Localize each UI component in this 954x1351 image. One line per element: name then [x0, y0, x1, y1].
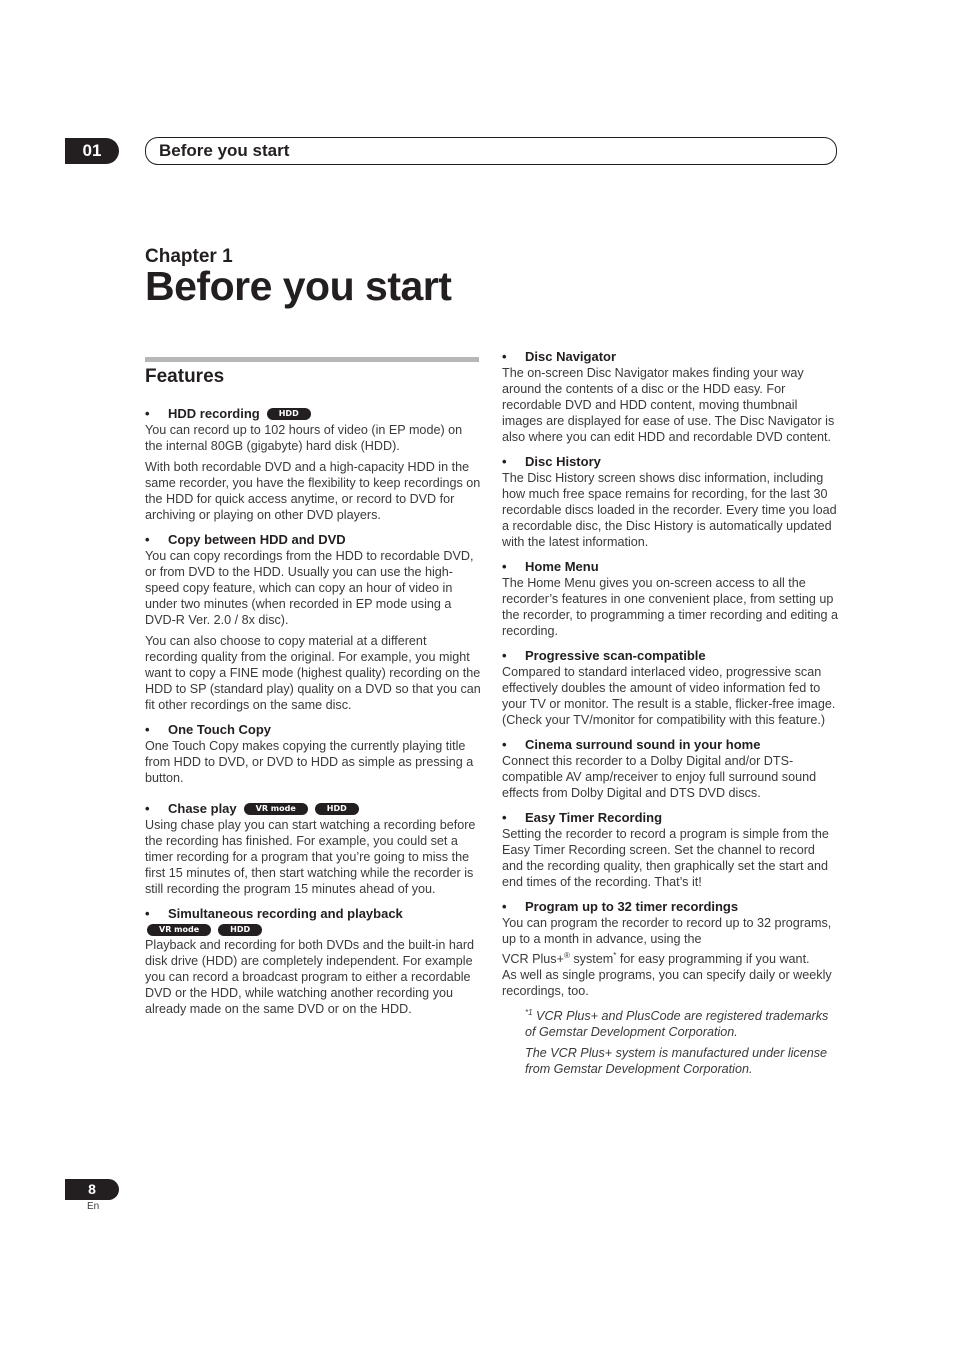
feature-item — [502, 453, 838, 550]
vcr-plus-line: VCR Plus+® system* for easy programming if you want. — [502, 950, 810, 966]
feature-paragraph: The Disc History screen shows disc information, including how much free space remains for recording, for the last 30 recordable discs loaded in the recorder. Every time you load a recordable disc, the Disc History is automatically updated with the latest information. — [502, 471, 837, 549]
trademark-note: $^{*1}$ VCR Plus+ and PlusCode are registered trademarks of Gemstar Development Corporation. — [525, 1007, 829, 1039]
feature-item — [502, 736, 838, 801]
feature-paragraph: The on-screen Disc Navigator makes finding your way around the contents of a disc or the HDD easy. For recordable DVD and HDD content, moving thumbnail images are displayed for ease of use. The Disc Navigator is also where you can edit HDD and recordable DVD content. — [502, 366, 835, 444]
badge-row — [145, 924, 481, 936]
feature-title: Simultaneous recording and playback — [168, 906, 403, 921]
feature-paragraph: Using chase play you can start watching a recording before the recording has finished. For example, you could set a timer recording for a program that you’re going to miss the first 15 minutes of, then start watching while the recorder is still recording the program 15 minutes ahead of you. — [145, 818, 476, 896]
bullet-icon: • — [502, 454, 507, 469]
feature-title: HDD recording — [168, 406, 260, 421]
bullet-icon: • — [145, 722, 150, 737]
license-note: The VCR Plus+ system is manufactured under license from Gemstar Development Corporation. — [525, 1046, 828, 1076]
feature-paragraph: Playback and recording for both DVDs and the built-in hard disk drive (HDD) are completely independent. For example you can record a broadcast program to either a recordable DVD or the HDD, while watching another recording you already made on the same DVD or on the HDD. — [145, 938, 475, 1016]
right-column — [502, 348, 838, 1085]
bullet-icon: • — [502, 559, 507, 574]
feature-paragraph: As well as single programs, you can specify daily or weekly recordings, too. — [502, 968, 832, 998]
chapter-title: Before you start — [145, 263, 452, 309]
feature-title: Copy between HDD and DVD — [168, 532, 346, 547]
badge-hdd: HDD — [267, 408, 311, 420]
feature-item — [502, 348, 838, 445]
feature-title: Program up to 32 timer recordings — [525, 899, 739, 914]
bullet-icon: • — [502, 899, 507, 914]
feature-paragraph: You can record up to 102 hours of video (in EP mode) on the internal 80GB (gigabyte) hard disk (HDD). — [145, 423, 463, 453]
feature-title: Progressive scan-compatible — [525, 648, 706, 663]
chapter-number-tab — [65, 138, 119, 164]
feature-paragraph: You can copy recordings from the HDD to recordable DVD, or from DVD to the HDD. Usually you can use the high-speed copy feature, which can copy an hour of video in under two minutes (when recorded in EP mode using a DVD-R Ver. 2.0 / 8x disc). — [145, 549, 474, 627]
feature-item — [502, 647, 838, 728]
bullet-icon: • — [502, 349, 507, 364]
bullet-icon: • — [145, 906, 150, 921]
badge-hdd: HDD — [315, 803, 359, 815]
bullet-icon: • — [145, 801, 150, 816]
badge-vr-mode: VR mode — [147, 924, 211, 936]
bullet-icon: • — [502, 810, 507, 825]
feature-item — [145, 405, 481, 523]
left-column — [145, 405, 481, 1025]
feature-item — [145, 531, 481, 713]
feature-title: Disc Navigator — [525, 349, 617, 364]
badge-vr-mode: VR mode — [244, 803, 308, 815]
feature-paragraph: Setting the recorder to record a program is simple from the Easy Timer Recording screen. Set the channel to record and the recording quality, then graphically set the start and end times of the recording. That’s it! — [502, 827, 829, 889]
feature-title: One Touch Copy — [168, 722, 272, 737]
bullet-icon: • — [502, 648, 507, 663]
page-number: 8 — [88, 1181, 96, 1197]
feature-item — [145, 800, 481, 897]
feature-paragraph: With both recordable DVD and a high-capacity HDD in the same recorder, you have the flexibility to keep recordings on the HDD for quick access anytime, or record to DVD for archiving or playing on other DVD players. — [145, 460, 481, 522]
bullet-icon: • — [145, 532, 150, 547]
feature-item — [502, 809, 838, 890]
feature-title: Chase play — [168, 801, 237, 816]
section-rule — [145, 357, 479, 362]
bullet-icon: • — [502, 737, 507, 752]
feature-item — [502, 558, 838, 639]
feature-paragraph: One Touch Copy makes copying the currently playing title from HDD to DVD, or DVD to HDD as simple as pressing a button. — [145, 739, 474, 785]
badge-hdd: HDD — [218, 924, 262, 936]
feature-title: Easy Timer Recording — [525, 810, 663, 825]
header-title: Before you start — [159, 141, 290, 160]
feature-item — [145, 905, 481, 1017]
feature-paragraph: Connect this recorder to a Dolby Digital and/or DTS-compatible AV amp/receiver to enjoy full surround sound effects from Dolby Digital and DTS DVD discs. — [502, 754, 817, 800]
feature-paragraph: You can also choose to copy material at a different recording quality from the original. For example, you might want to copy a FINE mode (highest quality) recording on the HDD to SP (standard play) quality on a DVD so that you can fit other recordings on the same disc. — [145, 634, 481, 712]
feature-item — [502, 898, 838, 1077]
page-number-tab — [65, 1179, 119, 1200]
feature-title: Cinema surround sound in your home — [525, 737, 761, 752]
feature-title: Home Menu — [525, 559, 599, 574]
header-title-bar — [145, 137, 837, 165]
chapter-label: Chapter 1 — [145, 246, 233, 267]
feature-paragraph: You can program the recorder to record up to 32 programs, up to a month in advance, using the — [502, 916, 832, 946]
page-language: En — [87, 1201, 100, 1212]
chapter-number: 01 — [82, 141, 102, 160]
section-heading: Features — [145, 366, 225, 387]
feature-paragraph: Compared to standard interlaced video, progressive scan effectively doubles the amount of video information fed to your TV or monitor. The result is a stable, flicker-free image. (Check your TV/monitor for compatibility with this feature.) — [502, 665, 836, 727]
bullet-icon: • — [145, 406, 150, 421]
feature-title: Disc History — [525, 454, 601, 469]
feature-paragraph: The Home Menu gives you on-screen access to all the recorder’s features in one convenient place, from setting up the recorder, to programming a timer recording and editing a recording. — [502, 576, 839, 638]
feature-item — [145, 721, 481, 786]
